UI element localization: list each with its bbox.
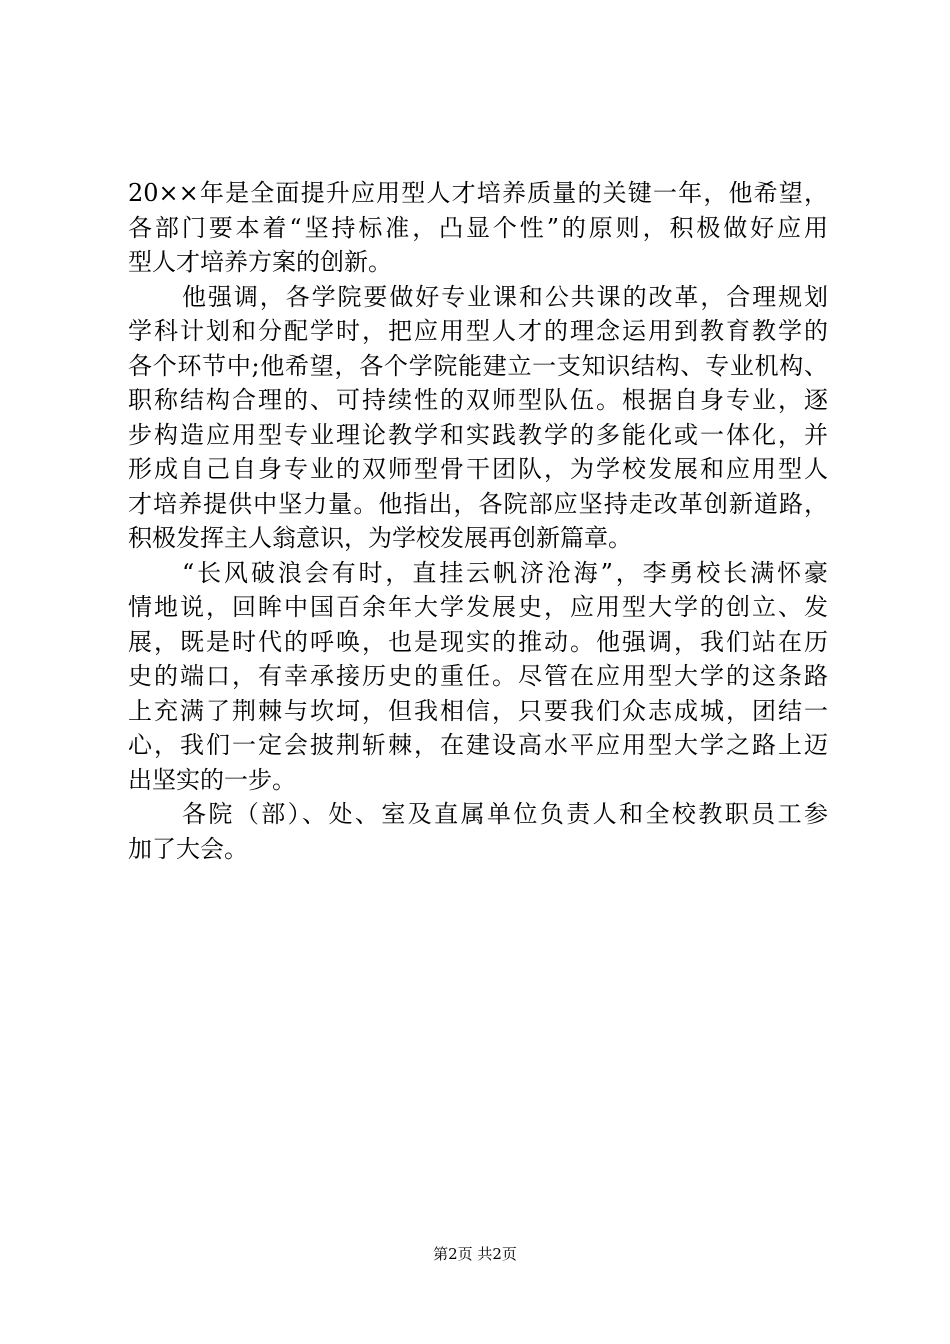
text-line: 加了大会。 xyxy=(128,834,248,863)
text-line: 心，我们一定会披荆斩棘，在建设高水平应用型大学之路上迈 xyxy=(128,731,828,759)
text-line: 20××年是全面提升应用型人才培养质量的关键一年，他希望， xyxy=(128,179,828,207)
page-number-footer: 第2页 共2页 xyxy=(433,1245,517,1263)
text-line: 步构造应用型专业理论教学和实践教学的多能化或一体化，并 xyxy=(128,420,828,449)
paragraph xyxy=(128,176,828,280)
text-line: 展，既是时代的呼唤，也是现实的推动。他强调，我们站在历 xyxy=(128,627,828,656)
text-line: 积极发挥主人翁意识，为学校发展再创新篇章。 xyxy=(128,524,632,552)
text-line: “长风破浪会有时，直挂云帆济沧海”，李勇校长满怀豪 xyxy=(182,558,828,587)
text-line: 各部门要本着“坚持标准，凸显个性”的原则，积极做好应用 xyxy=(128,213,828,242)
paragraph xyxy=(128,797,828,866)
text-line: 各个环节中;他希望，各个学院能建立一支知识结构、专业机构、 xyxy=(128,351,828,380)
text-line: 学科计划和分配学时，把应用型人才的理念运用到教育教学的 xyxy=(128,317,828,345)
text-line: 史的端口，有幸承接历史的重任。尽管在应用型大学的这条路 xyxy=(128,662,828,690)
paragraph xyxy=(128,556,828,798)
text-line: 才培养提供中坚力量。他指出，各院部应坚持走改革创新道路， xyxy=(128,489,828,518)
text-line: 各院（部）、处、室及直属单位负责人和全校教职员工参 xyxy=(182,800,828,828)
text-line: 他强调，各学院要做好专业课和公共课的改革，合理规划 xyxy=(182,282,828,311)
text-line: 形成自己自身专业的双师型骨干团队，为学校发展和应用型人 xyxy=(128,455,828,483)
text-line: 出坚实的一步。 xyxy=(128,765,296,794)
text-line: 情地说，回眸中国百余年大学发展史，应用型大学的创立、发 xyxy=(128,593,828,621)
paragraph xyxy=(128,280,828,556)
text-line: 职称结构合理的、可持续性的双师型队伍。根据自身专业，逐 xyxy=(128,386,828,414)
text-line: 上充满了荆棘与坎坷，但我相信，只要我们众志成城，团结一 xyxy=(128,696,828,725)
document-body xyxy=(128,176,828,866)
text-line: 型人才培养方案的创新。 xyxy=(128,248,392,276)
